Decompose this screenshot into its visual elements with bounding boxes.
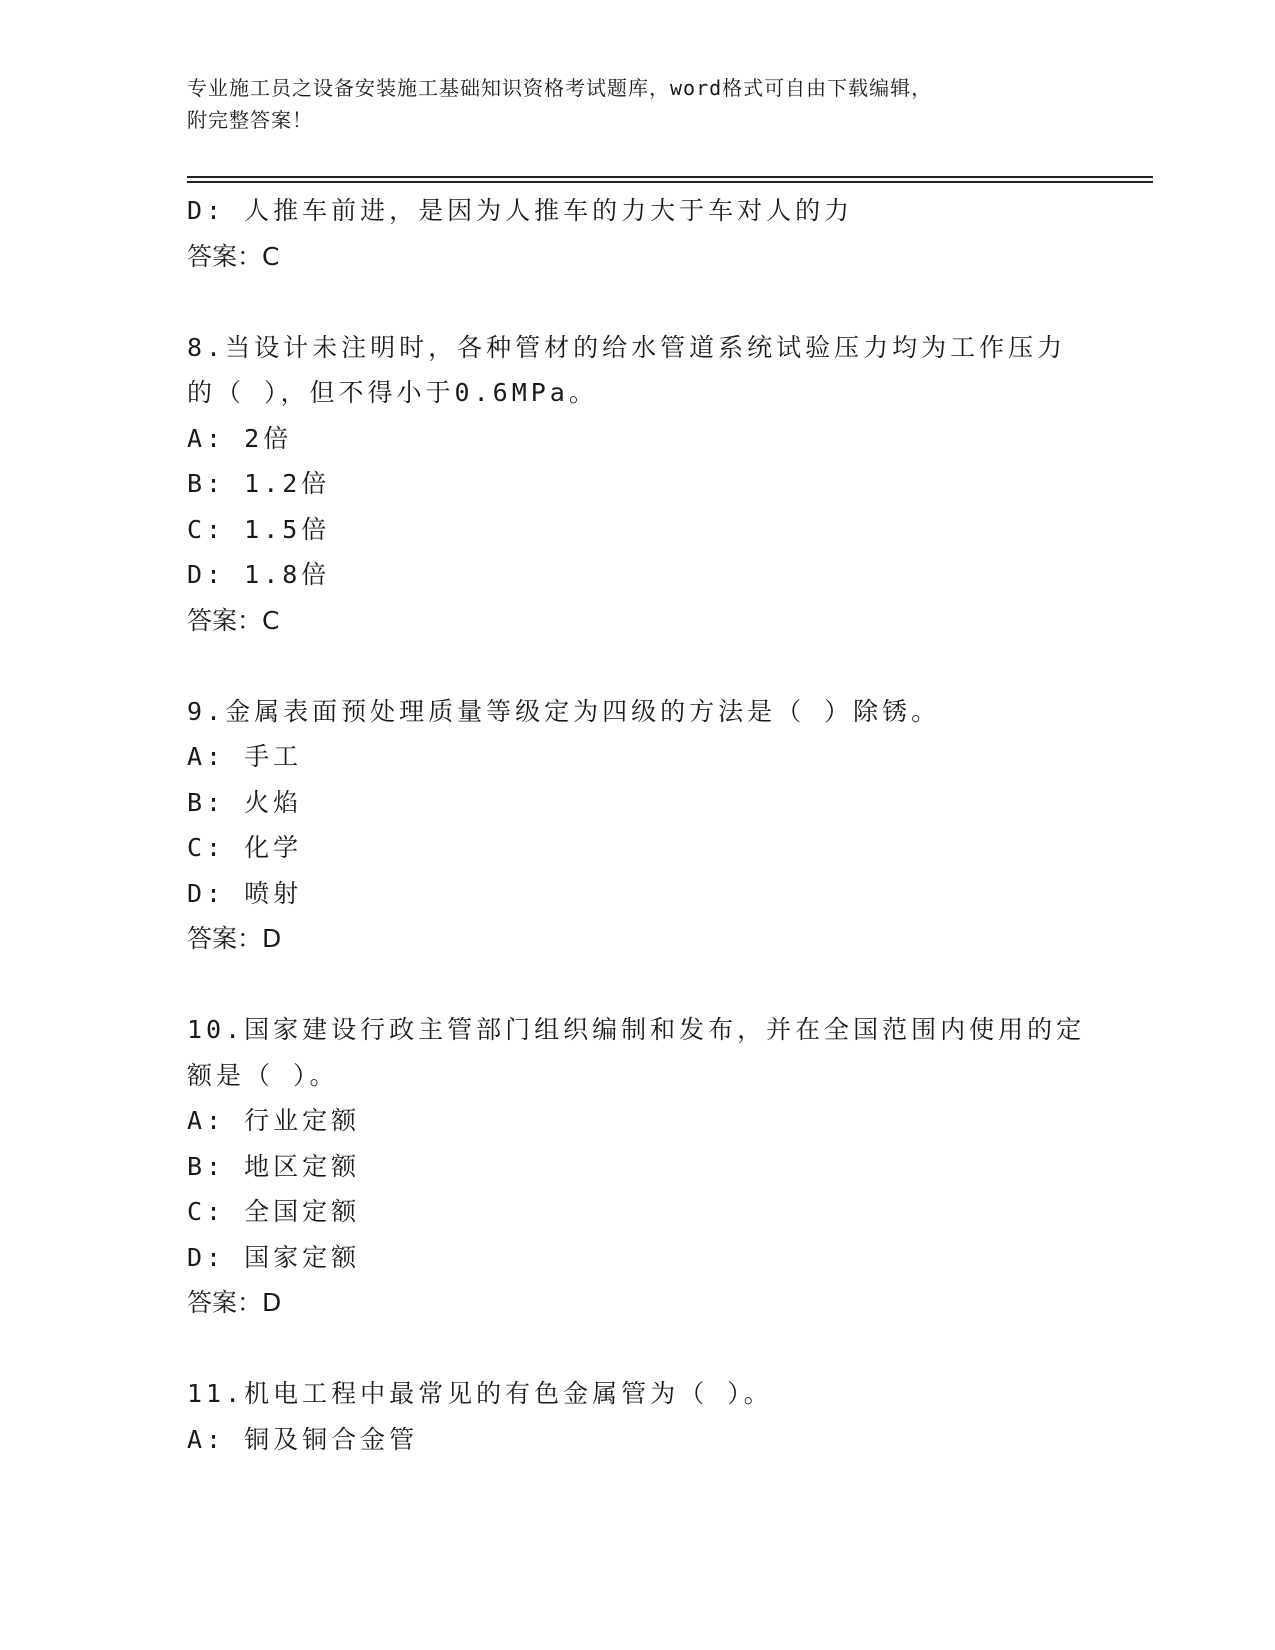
option-a: A: 行业定额 — [187, 1106, 361, 1135]
question-stem: 11.机电工程中最常见的有色金属管为（ ）。 — [187, 1379, 773, 1408]
question-stem: 8.当设计未注明时，各种管材的给水管道系统试验压力均为工作压力 — [187, 332, 1067, 362]
option-c: C: 全国定额 — [187, 1197, 361, 1226]
option-b: B: 地区定额 — [187, 1151, 361, 1181]
question-stem: 额是（ ）。 — [187, 1060, 339, 1090]
spacer — [187, 1326, 1087, 1372]
header-rule-top — [187, 176, 1153, 178]
option-a: A: 铜及铜合金管 — [187, 1424, 419, 1454]
option-c: C: 1.5倍 — [187, 514, 331, 544]
spacer — [187, 279, 1087, 325]
question-9 — [187, 689, 1087, 962]
document-header — [187, 72, 1087, 136]
option-d: D: 1.8倍 — [187, 560, 331, 589]
header-line-1: 专业施工员之设备安装施工基础知识资格考试题库，word格式可自由下载编辑， — [187, 76, 933, 100]
answer: 答案：D — [187, 1288, 282, 1317]
option-a: A: 2倍 — [187, 423, 293, 453]
answer: 答案：C — [187, 605, 280, 635]
spacer — [187, 643, 1087, 689]
question-stem: 的（ ），但不得小于0.6MPa。 — [187, 378, 598, 407]
spacer — [187, 962, 1087, 1008]
option-b: B: 火焰 — [187, 787, 303, 817]
option-d: D: 国家定额 — [187, 1242, 361, 1272]
prev-answer: 答案：C — [187, 241, 280, 271]
question-stem: 10.国家建设行政主管部门组织编制和发布，并在全国范围内使用的定 — [187, 1015, 1086, 1044]
question-stem: 9.金属表面预处理质量等级定为四级的方法是（ ）除锈。 — [187, 696, 941, 726]
header-rule-bottom — [187, 181, 1153, 183]
option-b: B: 1.2倍 — [187, 469, 331, 498]
option-c: C: 化学 — [187, 833, 303, 862]
question-list — [187, 188, 1087, 1462]
question-10 — [187, 1007, 1087, 1326]
prev-option-d: D: 人推车前进，是因为人推车的力大于车对人的力 — [187, 196, 854, 225]
option-d: D: 喷射 — [187, 878, 303, 908]
answer: 答案：D — [187, 924, 282, 953]
header-line-2: 附完整答案！ — [187, 108, 313, 132]
option-a: A: 手工 — [187, 742, 303, 771]
question-8 — [187, 325, 1087, 644]
question-11 — [187, 1371, 1087, 1462]
